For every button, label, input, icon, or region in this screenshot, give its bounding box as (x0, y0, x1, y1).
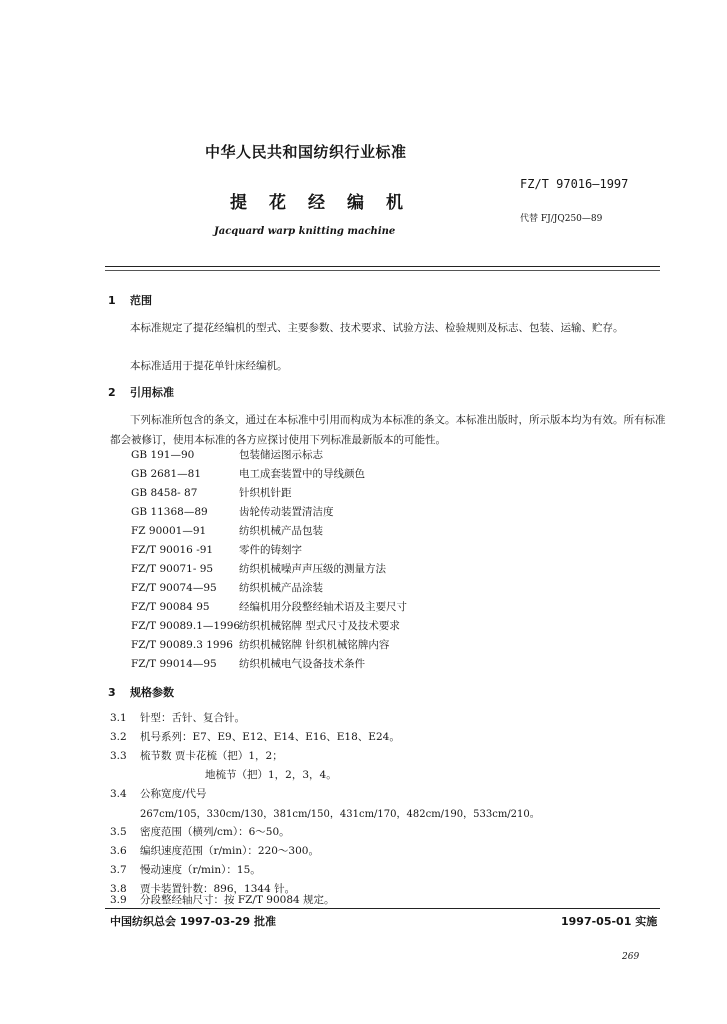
spec-text: 梳节数 贾卡花梳（把）1，2； (140, 750, 283, 762)
reference-code: FZ/T 90084 95 (131, 601, 210, 613)
header-divider-thin (105, 270, 660, 271)
reference-item (131, 466, 365, 481)
issued-date: 中国纺织总会 1997-03-29 批准 (110, 915, 277, 928)
standard-title-english: Jacquard warp knitting machine (214, 226, 396, 237)
reference-name: 电工成套装置中的导线颜色 (239, 468, 365, 480)
scope-paragraph-2: 本标准适用于提花单针床经编机。 (130, 360, 288, 372)
section-title: 规格参数 (130, 686, 174, 699)
spec-item (110, 892, 335, 907)
reference-code: FZ/T 99014—95 (131, 658, 217, 670)
spec-number: 3.6 (110, 845, 127, 857)
reference-code: FZ/T 90074—95 (131, 582, 217, 594)
spec-text: 编织速度范围（r/min）：220～300。 (140, 845, 319, 857)
reference-name: 针织机针距 (239, 487, 292, 499)
reference-item (131, 637, 389, 652)
standard-title: 提花经编机 (230, 193, 425, 213)
spec-number: 3.7 (110, 864, 127, 876)
reference-code: FZ/T 90071- 95 (131, 563, 214, 575)
section-title: 范围 (130, 294, 152, 307)
standard-code: FZ/T 97016—1997 (520, 177, 629, 191)
spec-text: 分段整经轴尺寸：按 FZ/T 90084 规定。 (140, 894, 335, 906)
spec-item (110, 710, 245, 725)
reference-name: 纺织机械噪声声压级的测量方法 (239, 563, 386, 575)
reference-item (131, 542, 302, 557)
spec-item (110, 862, 261, 877)
spec-text: 贾卡装置针数：896，1344 针。 (140, 883, 296, 895)
spec-number: 3.1 (110, 712, 127, 724)
section-number: 3 (108, 686, 116, 699)
reference-item (131, 447, 323, 462)
section-number: 2 (108, 386, 116, 399)
reference-item (131, 523, 323, 538)
reference-item (131, 618, 400, 633)
spec-number: 3.8 (110, 883, 127, 895)
effective-date: 1997-05-01 实施 (561, 915, 658, 928)
reference-name: 经编机用分段整经轴术语及主要尺寸 (239, 601, 407, 613)
reference-code: GB 11368—89 (131, 506, 208, 518)
reference-item (131, 599, 407, 614)
reference-item (131, 656, 365, 671)
section-heading-scope (108, 292, 152, 308)
references-intro: 下列标准所包含的条文，通过在本标准中引用而构成为本标准的条文。本标准出版时，所示版本均为有效。所有标准都会被修订，使用本标准的各方应探讨使用下列标准最新版本的可能性。 (110, 414, 666, 446)
spec-text-continued: 地梳节（把）1，2，3，4。 (205, 769, 337, 781)
reference-code: GB 2681—81 (131, 468, 202, 480)
spec-item (110, 729, 400, 744)
reference-code: FZ/T 90016 -91 (131, 544, 214, 556)
spec-text: 密度范围（横列/cm）：6～50。 (140, 826, 290, 838)
section-heading-references (108, 384, 174, 400)
spec-text: 慢动速度（r/min）：15。 (140, 864, 261, 876)
spec-number: 3.3 (110, 750, 127, 762)
page-number: 269 (622, 952, 640, 962)
reference-code: GB 8458- 87 (131, 487, 198, 499)
spec-item (110, 824, 290, 839)
issuing-body-title: 中华人民共和国纺织行业标准 (205, 143, 407, 161)
spec-text: 针型：舌针、复合针。 (140, 712, 245, 724)
reference-code: GB 191—90 (131, 449, 195, 461)
spec-item (110, 786, 207, 801)
reference-item (131, 580, 323, 595)
spec-number: 3.2 (110, 731, 127, 743)
section-title: 引用标准 (130, 386, 174, 399)
spec-text: 公称宽度/代号 (140, 788, 207, 800)
spec-number: 3.9 (110, 894, 127, 906)
reference-name: 齿轮传动装置清洁度 (239, 506, 334, 518)
spec-text-continued: 267cm/105，330cm/130，381cm/150，431cm/170，482cm/190，533cm/210。 (140, 809, 540, 820)
section-number: 1 (108, 294, 116, 307)
reference-code: FZ/T 90089.3 1996 (131, 639, 233, 651)
reference-name: 包装储运图示标志 (239, 449, 323, 461)
header-divider (105, 266, 660, 267)
spec-number: 3.5 (110, 826, 127, 838)
reference-item (131, 561, 386, 576)
spec-number: 3.4 (110, 788, 127, 800)
reference-name: 纺织机械产品涂装 (239, 582, 323, 594)
reference-code: FZ/T 90089.1—1996 (131, 620, 241, 632)
reference-name: 纺织机械铭牌 型式尺寸及技术要求 (239, 620, 400, 632)
reference-name: 零件的铸刻字 (239, 544, 302, 556)
section-heading-specs (108, 684, 174, 700)
scope-paragraph-1: 本标准规定了提花经编机的型式、主要参数、技术要求、试验方法、检验规则及标志、包装、运输、贮存。 (130, 322, 624, 334)
reference-name: 纺织机械产品包装 (239, 525, 323, 537)
spec-item (110, 843, 319, 858)
spec-item (110, 748, 283, 763)
footer-divider (105, 908, 660, 909)
reference-name: 纺织机械铭牌 针织机械铭牌内容 (239, 639, 390, 651)
reference-name: 纺织机械电气设备技术条件 (239, 658, 365, 670)
reference-item (131, 504, 334, 519)
replaces-standard: 代替 FJ/JQ250—89 (520, 214, 603, 224)
spec-text: 机号系列：E7、E9、E12、E14、E16、E18、E24。 (140, 731, 400, 743)
reference-code: FZ 90001—91 (131, 525, 207, 537)
reference-item (131, 485, 292, 500)
